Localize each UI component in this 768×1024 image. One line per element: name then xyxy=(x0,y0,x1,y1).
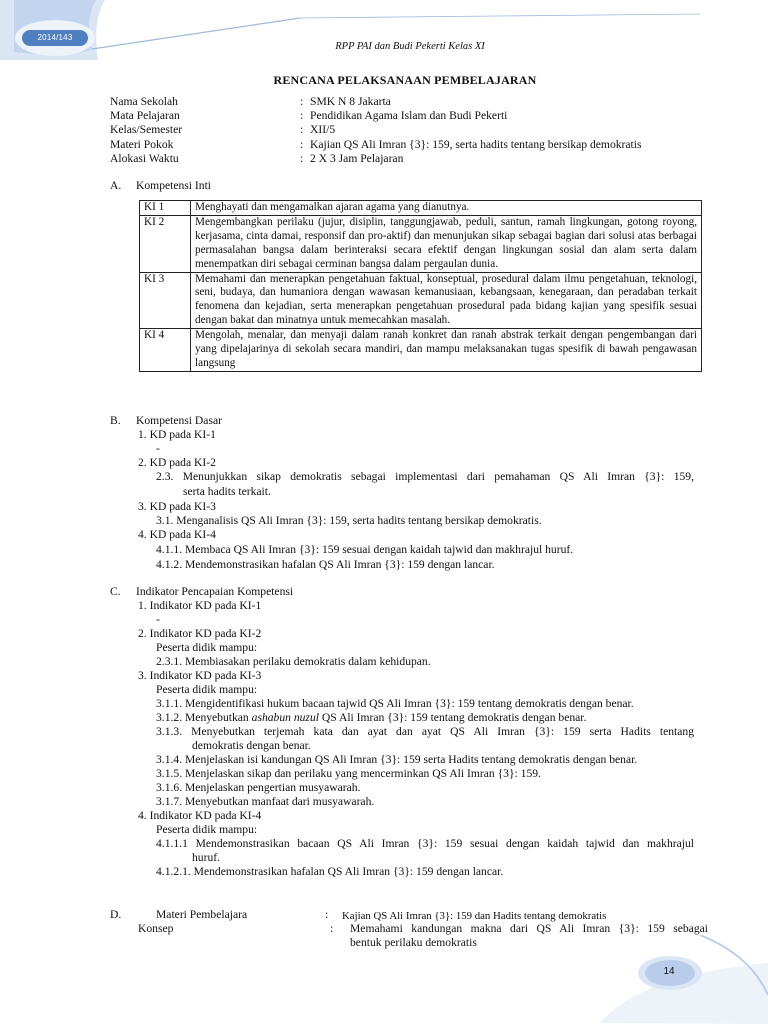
concept-value-continued: bentuk perilaku demokratis xyxy=(350,936,477,949)
list-item: 2. Indikator KD pada KI-2 xyxy=(138,627,262,640)
list-item: 1. KD pada KI-1 xyxy=(138,428,216,441)
ki-code: KI 2 xyxy=(140,215,191,272)
list-item: 2.3.1. Membiasakan perilaku demokratis dalam kehidupan. xyxy=(156,655,431,668)
table-row xyxy=(140,201,702,216)
list-item: - xyxy=(156,442,160,455)
section-d-heading: Materi Pembelajara xyxy=(156,908,248,921)
info-row: Nama Sekolah : SMK N 8 Jakarta xyxy=(110,95,391,108)
list-item: demokratis dengan benar. xyxy=(192,739,311,752)
ki-description: Memahami dan menerapkan pengetahuan faktual, konseptual, prosedural dalam ilmu pengetahuan, teknologi, seni, budaya, dan humaniora dengan wawasan kemanusiaan, kebangsaan, kenegaraan, dan peradaban terkait fenomena dan kejadian, serta menerapkan pengetahuan prosedural pada bidang kajian yang spesifik sesuai dengan bakat dan minatnya untuk memecahkan masalah. xyxy=(191,272,702,329)
competency-table xyxy=(139,200,702,372)
list-item: serta hadits terkait. xyxy=(183,485,271,498)
ki-description: Mengolah, menalar, dan menyaji dalam ranah konkret dan ranah abstrak terkait dengan pengembangan dari yang dipelajarinya di sekolah secara mandiri, dan mampu melaksanakan tugas spesifik di bawah pengawasan langsung xyxy=(191,329,702,372)
identity-block xyxy=(110,95,710,166)
document-title: RENCANA PELAKSANAAN PEMBELAJARAN xyxy=(273,73,537,87)
concept-separator: : xyxy=(330,922,334,935)
list-item: 3.1.7. Menyebutkan manfaat dari musyawarah. xyxy=(156,795,375,808)
list-item: 3.1.3. Menyebutkan terjemah kata dan ayat dan ayat QS Ali Imran {3}: 159 serta Hadits tentang xyxy=(156,725,694,738)
info-row: Materi Pokok : Kajian QS Ali Imran {3}: 159, serta hadits tentang bersikap demokratis xyxy=(110,137,642,151)
page-footer-decoration xyxy=(600,935,768,1024)
list-item: Peserta didik mampu: xyxy=(156,683,258,696)
section-c-heading: C. Indikator Pencapaian Kompetensi xyxy=(110,585,294,598)
list-item: 4. Indikator KD pada KI-4 xyxy=(138,809,262,822)
ki-description: Menghayati dan mengamalkan ajaran agama yang dianutnya. xyxy=(191,201,702,216)
list-item: 1. Indikator KD pada KI-1 xyxy=(138,599,262,612)
ki-code: KI 4 xyxy=(140,329,191,372)
list-item: 3.1.5. Menjelaskan sikap dan perilaku yang mencerminkan QS Ali Imran {3}: 159. xyxy=(156,767,541,780)
list-item: 3.1.1. Mengidentifikasi hukum bacaan tajwid QS Ali Imran {3}: 159 tentang demokratis dengan benar. xyxy=(156,697,634,710)
list-item: 4.1.1. Membaca QS Ali Imran {3}: 159 sesuai dengan kaidah tajwid dan makhrajul huruf. xyxy=(156,543,574,556)
table-row xyxy=(140,272,702,329)
section-d-separator: : xyxy=(325,908,329,921)
page-number: 14 xyxy=(663,966,675,977)
italic-term: ashabun nuzul xyxy=(251,711,319,724)
list-item: 3. KD pada KI-3 xyxy=(138,500,216,513)
list-item: Peserta didik mampu: xyxy=(156,641,258,654)
concept-label: Konsep xyxy=(138,922,174,935)
year-label: 2014/143 xyxy=(37,33,73,42)
ki-description: Mengembangkan perilaku (jujur, disiplin, tanggungjawab, peduli, santun, ramah lingkungan, gotong royong, kerjasama, cinta damai, responsif dan pro-aktif) dan menunjukan sikap sebagai bagian dari solusi atas berbagai permasalahan bangsa dalam berinteraksi secara efektif dengan lingkungan sosial dan alam serta dalam menempatkan diri sebagai cerminan bangsa dalam pergaulan dunia. xyxy=(191,215,702,272)
table-row xyxy=(140,215,702,272)
list-item: 4.1.2.1. Mendemonstrasikan hafalan QS Ali Imran {3}: 159 dengan lancar. xyxy=(156,865,504,878)
info-row: Kelas/Semester : XII/5 xyxy=(110,123,336,137)
concept-value: Memahami kandungan makna dari QS Ali Imran {3}: 159 sebagai xyxy=(350,922,708,935)
list-item: 3.1. Menganalisis QS Ali Imran {3}: 159, serta hadits tentang bersikap demokratis. xyxy=(156,514,542,527)
list-item: huruf. xyxy=(192,851,221,864)
list-item: 4. KD pada KI-4 xyxy=(138,528,216,541)
list-item: - xyxy=(156,613,160,626)
table-row xyxy=(140,329,702,372)
list-item: 3.1.6. Menjelaskan pengertian musyawarah. xyxy=(156,781,361,794)
list-item: 3. Indikator KD pada KI-3 xyxy=(138,669,262,682)
list-item: 3.1.4. Menjelaskan isi kandungan QS Ali Imran {3}: 159 serta Hadits tentang demokratis dengan benar. xyxy=(156,753,638,766)
info-row: Alokasi Waktu : 2 X 3 Jam Pelajaran xyxy=(110,151,404,165)
section-b-heading: B. Kompetensi Dasar xyxy=(110,414,222,427)
section-a-heading: A. Kompetensi Inti xyxy=(110,179,212,192)
running-title: RPP PAI dan Budi Pekerti Kelas XI xyxy=(335,41,485,52)
section-d-value: Kajian QS Ali Imran {3}: 159 dan Hadits tentang demokratis xyxy=(342,910,607,922)
list-item: 4.1.2. Mendemonstrasikan hafalan QS Ali Imran {3}: 159 dengan lancar. xyxy=(156,558,495,571)
list-item: 2.3. Menunjukkan sikap demokratis sebagai implementasi dari pemahaman QS Ali Imran {3}: 159, xyxy=(156,470,694,483)
ki-code: KI 1 xyxy=(140,201,191,216)
list-item: 2. KD pada KI-2 xyxy=(138,456,216,469)
section-d-letter: D. xyxy=(110,908,122,921)
list-item: 4.1.1.1 Mendemonstrasikan bacaan QS Ali Imran {3}: 159 sesuai dengan kaidah tajwid dan makhrajul xyxy=(156,837,694,850)
list-item: 3.1.2. Menyebutkan ashabun nuzul QS Ali Imran {3}: 159 tentang demokratis dengan benar. xyxy=(156,711,587,724)
year-badge xyxy=(22,30,88,46)
ki-code: KI 3 xyxy=(140,272,191,329)
info-row: Mata Pelajaran : Pendidikan Agama Islam dan Budi Pekerti xyxy=(110,109,508,123)
list-item: Peserta didik mampu: xyxy=(156,823,258,836)
